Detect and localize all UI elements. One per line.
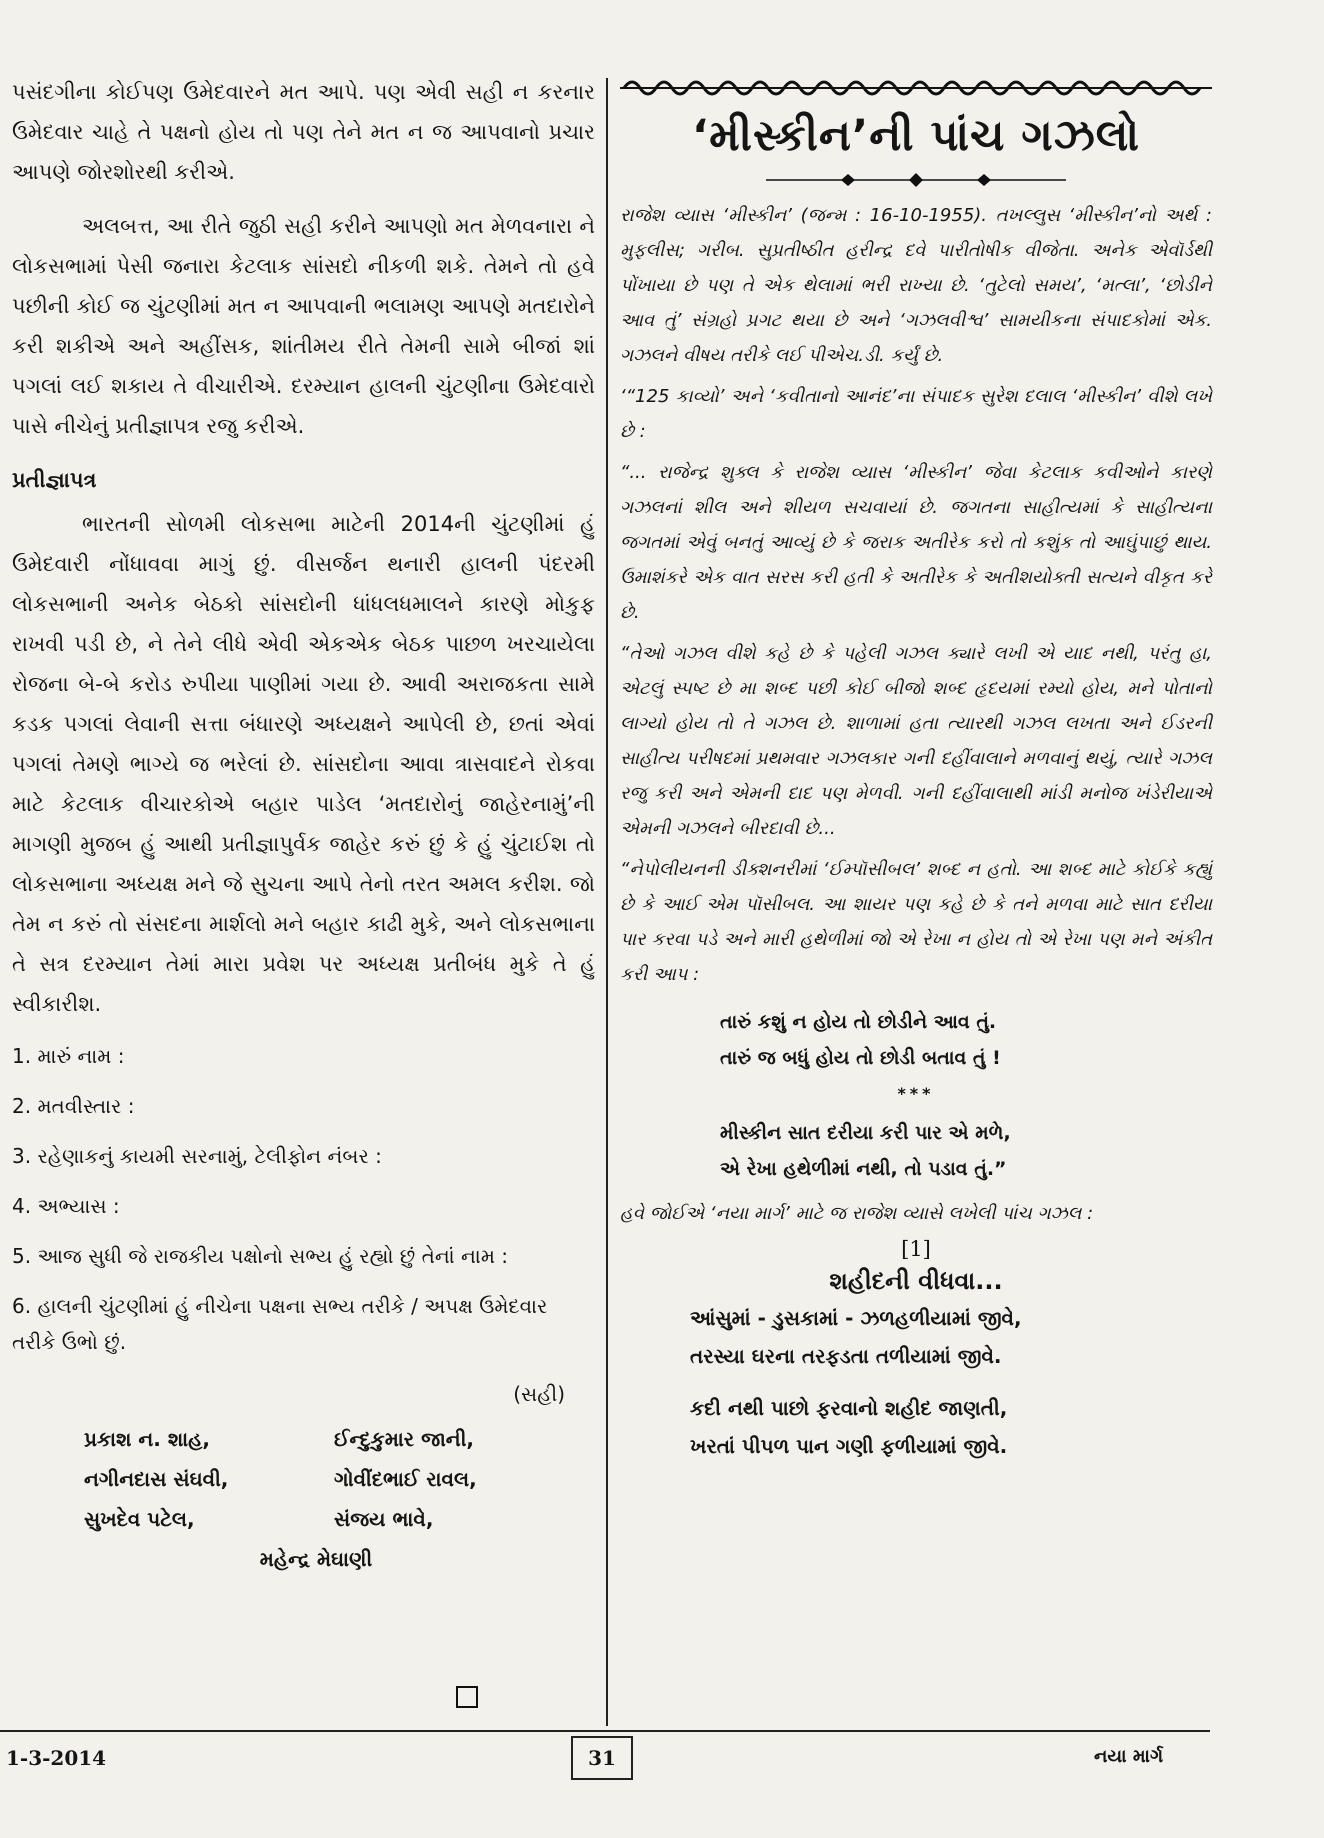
signer: પ્રકાશ ન. શાહ,: [84, 1427, 210, 1451]
signer: મહેન્દ્ર મેઘાણી: [259, 1547, 373, 1571]
stars-separator: ***: [897, 1084, 935, 1103]
page-number: 31: [571, 1736, 633, 1780]
couplet-2: [720, 1115, 1212, 1187]
left-column: [12, 72, 595, 1578]
decorative-border-icon: [620, 72, 1212, 104]
couplet-line: તારું કશું ન હોય તો છોડીને આવ તું.: [720, 1011, 997, 1033]
paragraph-1: પસંદગીના કોઈપણ ઉમેદવારને મત આપે. પણ એવી સહી ન કરનાર ઉમેદવાર ચાહે તે પક્ષનો હોય તો પણ તેને મત ન જ આપવાનો પ્રચાર આપણે જોરશોરથી કરીએ.: [12, 80, 595, 184]
magazine-name: નયા માર્ગ: [1094, 1746, 1164, 1767]
editor-note: ‘“125 કાવ્યો’ અને ‘કવીતાનો આનંદ’ના સંપાદક સુરેશ દલાલ ‘મીસ્કીન’ વીશે લખે છે :: [620, 386, 1212, 442]
couplet-line: મીસ્કીન સાત દરીયા કરી પાર એ મળે,: [720, 1122, 1011, 1144]
form-item-address: 3. રહેણાકનું કાયમી સરનામું, ટેલીફોન નંબર :: [12, 1144, 382, 1168]
signer: ગોવીંદભાઈ રાવલ,: [334, 1467, 477, 1491]
stanza-gap: [690, 1375, 1212, 1389]
form-item-current-party: 6. હાલની ચુંટણીમાં હું નીચેના પક્ષના સભ્ય તરીકે / અપક્ષ ઉમેદવાર તરીકે ઉભો છું.: [12, 1294, 548, 1354]
right-column: [620, 72, 1212, 1465]
closing-line: હવે જોઈએ ‘નયા માર્ગ’ માટે જ રાજેશ વ્યાસે લખેલી પાંચ ગઝલ :: [620, 1203, 1094, 1224]
ghazal-line: આંસુમાં - ડુસકામાં - ઝળહળીયામાં જીવે,: [690, 1306, 1022, 1330]
pledge-form-list: [12, 1038, 595, 1360]
title-ornament-icon: [766, 172, 1066, 188]
pledge-heading: પ્રતીજ્ઞાપત્ર: [12, 468, 97, 492]
couplet-line: એ રેખા હથેળીમાં નથી, તો પડાવ તું.”: [720, 1158, 1007, 1180]
issue-date: 1-3-2014: [6, 1746, 107, 1770]
quote-2: “તેઓ ગઝલ વીશે કહે છે કે પહેલી ગઝલ ક્યારે લખી એ યાદ નથી, પરંતુ હા, એટલું સ્પષ્ટ છે મા શબ્દ પછી કોઈ બીજો શબ્દ હૃદયમાં રમ્યો હોય, મને પોતાનો લાગ્યો હોય તો તે ગઝલ છે. શાળામાં હતા ત્યારથી ગઝલ લખતા અને ઈડરની સાહીત્ય પરીષદમાં પ્રથમવાર ગઝલકાર ગની દહીંવાલાને મળવાનું થયું, ત્યારે ગઝલ રજુ કરી અને એમની દાદ પણ મેળવી. ગની દહીંવાલાથી માંડી મનોજ ખંડેરીયાએ એમની ગઝલને બીરદાવી છે...: [620, 643, 1212, 839]
pledge-text: ભારતની સોળમી લોકસભા માટેની 2014ની ચુંટણીમાં હું ઉમેદવારી નોંધાવવા માગું છું. વીસર્જન થનારી હાલની પંદરમી લોકસભાની અનેક બેઠકો સાંસદોની ધાંધલધમાલને કારણે મોકુફ રાખવી પડી છે, ને તેને લીધે એવી એકએક બેઠક પાછળ ખરચાયેલા રોજના બે-બે કરોડ રુપીયા પાણીમાં ગયા છે. આવી અરાજકતા સામે કડક પગલાં લેવાની સત્તા બંધારણે અધ્યક્ષને આપેલી છે, છતાં એવાં પગલાં તેમણે ભાગ્યે જ ભરેલાં છે. સાંસદોના આવા ત્રાસવાદને રોકવા માટે કેટલાક વીચારકોએ બહાર પાડેલ ‘મતદારોનું જાહેરનામું’ની માગણી મુજબ હું આથી પ્રતીજ્ઞાપુર્વક જાહેર કરું છું કે હું ચુંટાઈશ તો લોકસભાના અધ્યક્ષ મને જે સુચના આપે તેનો તરત અમલ કરીશ. જો તેમ ન કરું તો સંસદના માર્શલો મને બહાર કાઢી મુકે, અને લોકસભાના તે સત્ર દરમ્યાન તેમાં મારા પ્રવેશ પર અધ્યક્ષ પ્રતીબંધ મુકે તે હું સ્વીકારીશ.: [12, 512, 595, 1016]
signer: સુખદેવ પટેલ,: [84, 1507, 195, 1531]
end-mark-icon: [456, 1686, 478, 1708]
ghazal-line: કદી નથી પાછો ફરવાનો શહીદ જાણતી,: [690, 1396, 1008, 1420]
author-intro: રાજેશ વ્યાસ ‘મીસ્કીન’ (જન્મ : 16-10-1955). તખલ્લુસ ‘મીસ્કીન’નો અર્થ : મુફલીસ; ગરીબ. સુપ્રતીષ્ઠીત હરીન્દ્ર દવે પારીતોષીક વીજેતા. અનેક એવૉર્ડથી પોંખાયા છે પણ તે એક થેલામાં ભરી રાખ્યા છે. ‘તુટેલો સમય’, ‘મત્લા’, ‘છોડીને આવ તું’ સંગ્રહો પ્રગટ થયા છે અને ‘ગઝલવીશ્વ’ સામયીકના સંપાદકોમાં એક. ગઝલને વીષય તરીકે લઈ પીએચ.ડી. કર્યું છે.: [620, 205, 1212, 366]
signer: ઈન્દુકુમાર જાની,: [334, 1427, 475, 1451]
couplet-1: [720, 1004, 1212, 1076]
ghazal-body: [690, 1299, 1212, 1465]
ghazal-line: ખરતાં પીપળ પાન ગણી ફળીયામાં જીવે.: [690, 1434, 1008, 1458]
signer: નગીનદાસ સંઘવી,: [84, 1467, 229, 1491]
ghazal-title: શહીદની વીધવા...: [829, 1267, 1003, 1295]
ghazal-number: [1]: [901, 1237, 931, 1261]
signers-list: [84, 1420, 595, 1578]
quote-1: “... રાજેન્દ્ર શુક્લ કે રાજેશ વ્યાસ ‘મીસ્કીન’ જેવા કેટલાક કવીઓને કારણે ગઝલનાં શીલ અને શીયળ સચવાયાં છે. જગતના સાહીત્યમાં કે સાહીત્યના જગતમાં એવું બનતું આવ્યું છે કે જરાક અતીરેક કરો તો કશુંક તો આઘુંપાછું થાય. ઉમાશંકરે એક વાત સરસ કરી હતી કે અતીરેક કે અતીશયોક્તી સત્યને વીકૃત કરે છે.: [620, 462, 1212, 623]
signature-label: (સહી): [513, 1382, 565, 1406]
ghazal-line: તરસ્યા ઘરના તરફડતા તળીયામાં જીવે.: [690, 1344, 1002, 1368]
form-item-name: 1. મારું નામ :: [12, 1044, 125, 1068]
paragraph-2: અલબત્ત, આ રીતે જુઠી સહી કરીને આપણો મત મેળવનારા ને લોકસભામાં પેસી જનારા કેટલાક સાંસદો નીકળી શકે. તેમને તો હવે પછીની કોઈ જ ચુંટણીમાં મત ન આપવાની ભલામણ આપણે મતદારોને કરી શકીએ અને અહીંસક, શાંતીમય રીતે તેમની સામે બીજાં શાં પગલાં લઈ શકાય તે વીચારીએ. દરમ્યાન હાલની ચુંટણીના ઉમેદવારો પાસે નીચેનું પ્રતીજ્ઞાપત્ર રજુ કરીએ.: [12, 214, 595, 438]
column-divider: [606, 78, 608, 1726]
form-item-parties: 5. આજ સુધી જે રાજકીય પક્ષોનો સભ્ય હું રહ્યો છું તેનાં નામ :: [12, 1244, 509, 1268]
footer-rule: [0, 1730, 1210, 1732]
quote-3: “નેપોલીયનની ડીક્શનરીમાં ‘ઈમ્પૉસીબલ’ શબ્દ ન હતો. આ શબ્દ માટે કોઈકે કહ્યું છે કે આઈ એમ પૉસીબલ. આ શાયર પણ કહે છે કે તને મળવા માટે સાત દરીયા પાર કરવા પડે અને મારી હથેળીમાં જો એ રેખા ન હોય તો એ રેખા પણ મને અંકીત કરી આપ :: [620, 859, 1212, 985]
couplet-line: તારું જ બધું હોય તો છોડી બતાવ તું !: [720, 1047, 1001, 1069]
article-title: ‘મીસ્કીન’ની પાંચ ગઝલો: [691, 111, 1141, 161]
form-item-constituency: 2. મતવીસ્તાર :: [12, 1094, 135, 1118]
form-item-education: 4. અભ્યાસ :: [12, 1194, 120, 1218]
signer: સંજય ભાવે,: [334, 1507, 434, 1531]
